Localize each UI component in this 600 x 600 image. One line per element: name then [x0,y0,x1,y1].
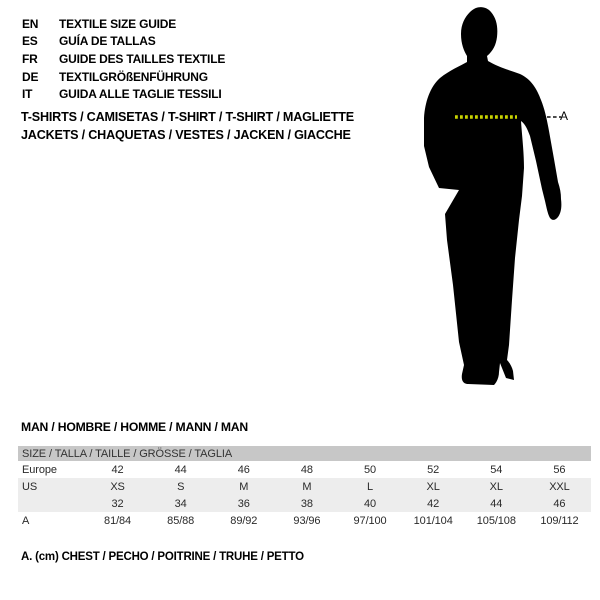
cell: XXL [528,478,591,495]
cell: L [339,478,402,495]
language-label: TEXTILGRÖßENFÜHRUNG [59,69,208,84]
cell: 85/88 [167,514,195,527]
cell: 52 [427,463,440,476]
language-label: GUIDA ALLE TAGLIE TESSILI [59,87,222,102]
cell: XL [465,478,528,495]
cell: 36 [212,495,275,512]
row-label: A [22,514,30,527]
cell: 38 [275,495,338,512]
language-legend [22,15,225,103]
row-label: US [18,478,86,495]
table-row-europe [18,461,591,478]
cell: M [275,478,338,495]
cell: 81/84 [104,514,132,527]
language-code: IT [22,87,33,102]
garment-categories [21,109,354,144]
cell: 34 [149,495,212,512]
man-silhouette-shape [424,7,561,385]
cell: 54 [490,463,503,476]
cell: 42 [402,495,465,512]
cell: XL [402,478,465,495]
cell: 32 [86,495,149,512]
category-tshirts: T-SHIRTS / CAMISETAS / T-SHIRT / T-SHIRT / MAGLIETTE [21,110,354,124]
cell: 97/100 [353,514,387,527]
cell: 42 [111,463,124,476]
size-table-header-row [18,446,591,461]
language-label: TEXTILE SIZE GUIDE [59,16,177,31]
measurement-footnote: A. (cm) CHEST / PECHO / POITRINE / TRUHE / PETTO [21,551,304,563]
language-label: GUÍA DE TALLAS [59,34,156,49]
language-row-it [22,85,225,103]
language-code: FR [22,51,38,66]
cell: 48 [300,463,313,476]
row-label: Europe [22,463,57,476]
cell: 105/108 [476,514,516,527]
language-code: DE [22,69,39,84]
language-row-es [22,33,225,51]
cell: 40 [339,495,402,512]
cell: 44 [174,463,187,476]
cell: 46 [237,463,250,476]
cell: 101/104 [413,514,453,527]
category-jackets: JACKETS / CHAQUETAS / VESTES / JACKEN / GIACCHE [21,127,351,142]
cell: S [149,478,212,495]
cell: 93/96 [293,514,321,527]
language-code: ES [22,34,38,49]
language-code: EN [22,16,39,31]
cell: 109/112 [540,514,579,527]
table-row-us-numeric [18,495,591,512]
cell: 44 [465,495,528,512]
row-label [18,495,86,512]
cell: XS [86,478,149,495]
man-silhouette-icon [410,0,600,400]
table-row-us [18,478,591,495]
language-row-en [22,15,225,33]
size-table [18,446,591,529]
language-row-fr [22,50,225,68]
cell: 50 [364,463,377,476]
table-row-chest-a [18,512,591,529]
language-label: GUIDE DES TAILLES TEXTILE [59,51,226,66]
section-title-man: MAN / HOMBRE / HOMME / MANN / MAN [21,420,248,434]
language-row-de [22,68,225,86]
cell: 56 [553,463,566,476]
measure-label-a: A [560,109,569,123]
cell: M [212,478,275,495]
cell: 89/92 [230,514,258,527]
man-silhouette-figure [410,0,600,400]
cell: 46 [528,495,591,512]
size-table-header: SIZE / TALLA / TAILLE / GRÖSSE / TAGLIA [18,446,591,461]
